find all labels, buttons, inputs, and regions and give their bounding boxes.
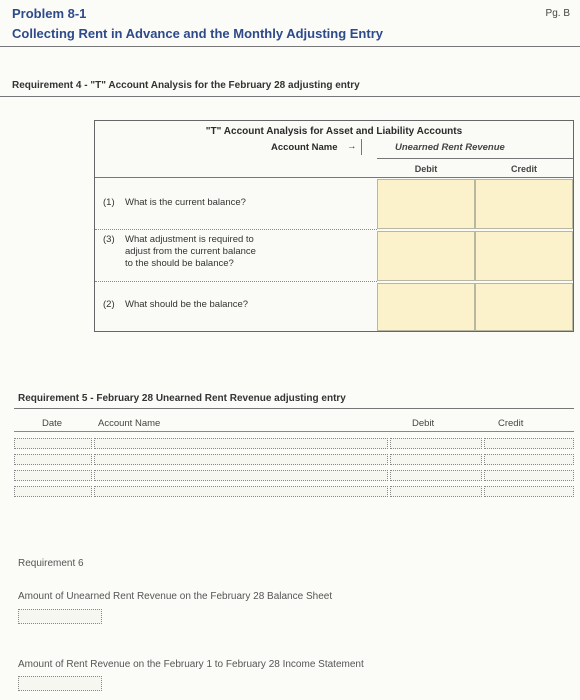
req5-divider: [14, 408, 574, 409]
arrow-icon: →: [347, 141, 357, 152]
account-name-column-header: Account Name: [98, 418, 161, 429]
journal-credit-input[interactable]: [484, 486, 574, 497]
journal-account-input[interactable]: [94, 470, 388, 481]
t-account-table-title: "T" Account Analysis for Asset and Liability Accounts: [205, 126, 463, 137]
q3-credit-cell[interactable]: [475, 231, 573, 281]
page-label: Pg. B: [545, 8, 570, 19]
journal-debit-input[interactable]: [390, 454, 482, 465]
q2-credit-cell[interactable]: [475, 283, 573, 331]
requirement-6-title: Requirement 6: [18, 558, 84, 569]
t-account-table: [94, 120, 574, 332]
journal-entry-table: [14, 434, 574, 498]
journal-debit-input[interactable]: [390, 470, 482, 481]
journal-account-input[interactable]: [94, 454, 388, 465]
t-account-header-rule: [95, 177, 573, 178]
journal-credit-input[interactable]: [484, 438, 574, 449]
rent-revenue-answer-input[interactable]: [18, 676, 102, 691]
q1-debit-cell[interactable]: [377, 179, 475, 229]
account-name-label: Account Name: [271, 142, 338, 153]
account-name-value: Unearned Rent Revenue: [395, 142, 505, 153]
header-divider: [0, 46, 580, 47]
journal-header-rule: [14, 431, 574, 432]
journal-debit-input[interactable]: [390, 486, 482, 497]
t-account-top-rule: [377, 158, 573, 159]
question-3-text: What adjustment is required to adjust from the current balance to the should be balance?: [125, 234, 256, 269]
journal-credit-input[interactable]: [484, 454, 574, 465]
journal-date-input[interactable]: [14, 438, 92, 449]
q2-debit-cell[interactable]: [377, 283, 475, 331]
journal-date-input[interactable]: [14, 470, 92, 481]
date-column-header: Date: [42, 418, 63, 429]
account-name-divider: [361, 139, 362, 155]
question-2-text: What should be the balance?: [125, 299, 249, 310]
question-1-text: What is the current balance?: [125, 197, 246, 208]
req4-divider: [0, 96, 580, 97]
rent-revenue-question: Amount of Rent Revenue on the February 1 to February 28 Income Statement: [18, 659, 364, 670]
debit-header: Debit: [414, 164, 438, 174]
q3-debit-cell[interactable]: [377, 231, 475, 281]
question-1-number: (1): [103, 197, 115, 208]
credit-header: Credit: [510, 164, 537, 174]
requirement-4-title: Requirement 4 - "T" Account Analysis for the February 28 adjusting entry: [12, 80, 360, 91]
journal-date-input[interactable]: [14, 454, 92, 465]
credit-column-header: Credit: [498, 418, 524, 429]
journal-account-input[interactable]: [94, 438, 388, 449]
q1-credit-cell[interactable]: [475, 179, 573, 229]
unearned-rent-answer-input[interactable]: [18, 609, 102, 624]
journal-debit-input[interactable]: [390, 438, 482, 449]
question-2-number: (2): [103, 299, 115, 310]
journal-date-input[interactable]: [14, 486, 92, 497]
problem-subtitle: Collecting Rent in Advance and the Monthly Adjusting Entry: [12, 26, 383, 41]
debit-column-header: Debit: [412, 418, 435, 429]
question-3-number: (3): [103, 234, 115, 245]
requirement-5-title: Requirement 5 - February 28 Unearned Rent Revenue adjusting entry: [18, 393, 346, 404]
row-divider: [95, 281, 377, 282]
unearned-rent-question: Amount of Unearned Rent Revenue on the February 28 Balance Sheet: [18, 591, 333, 602]
journal-account-input[interactable]: [94, 486, 388, 497]
row-divider: [95, 229, 377, 230]
problem-number: Problem 8-1: [12, 6, 87, 21]
journal-credit-input[interactable]: [484, 470, 574, 481]
